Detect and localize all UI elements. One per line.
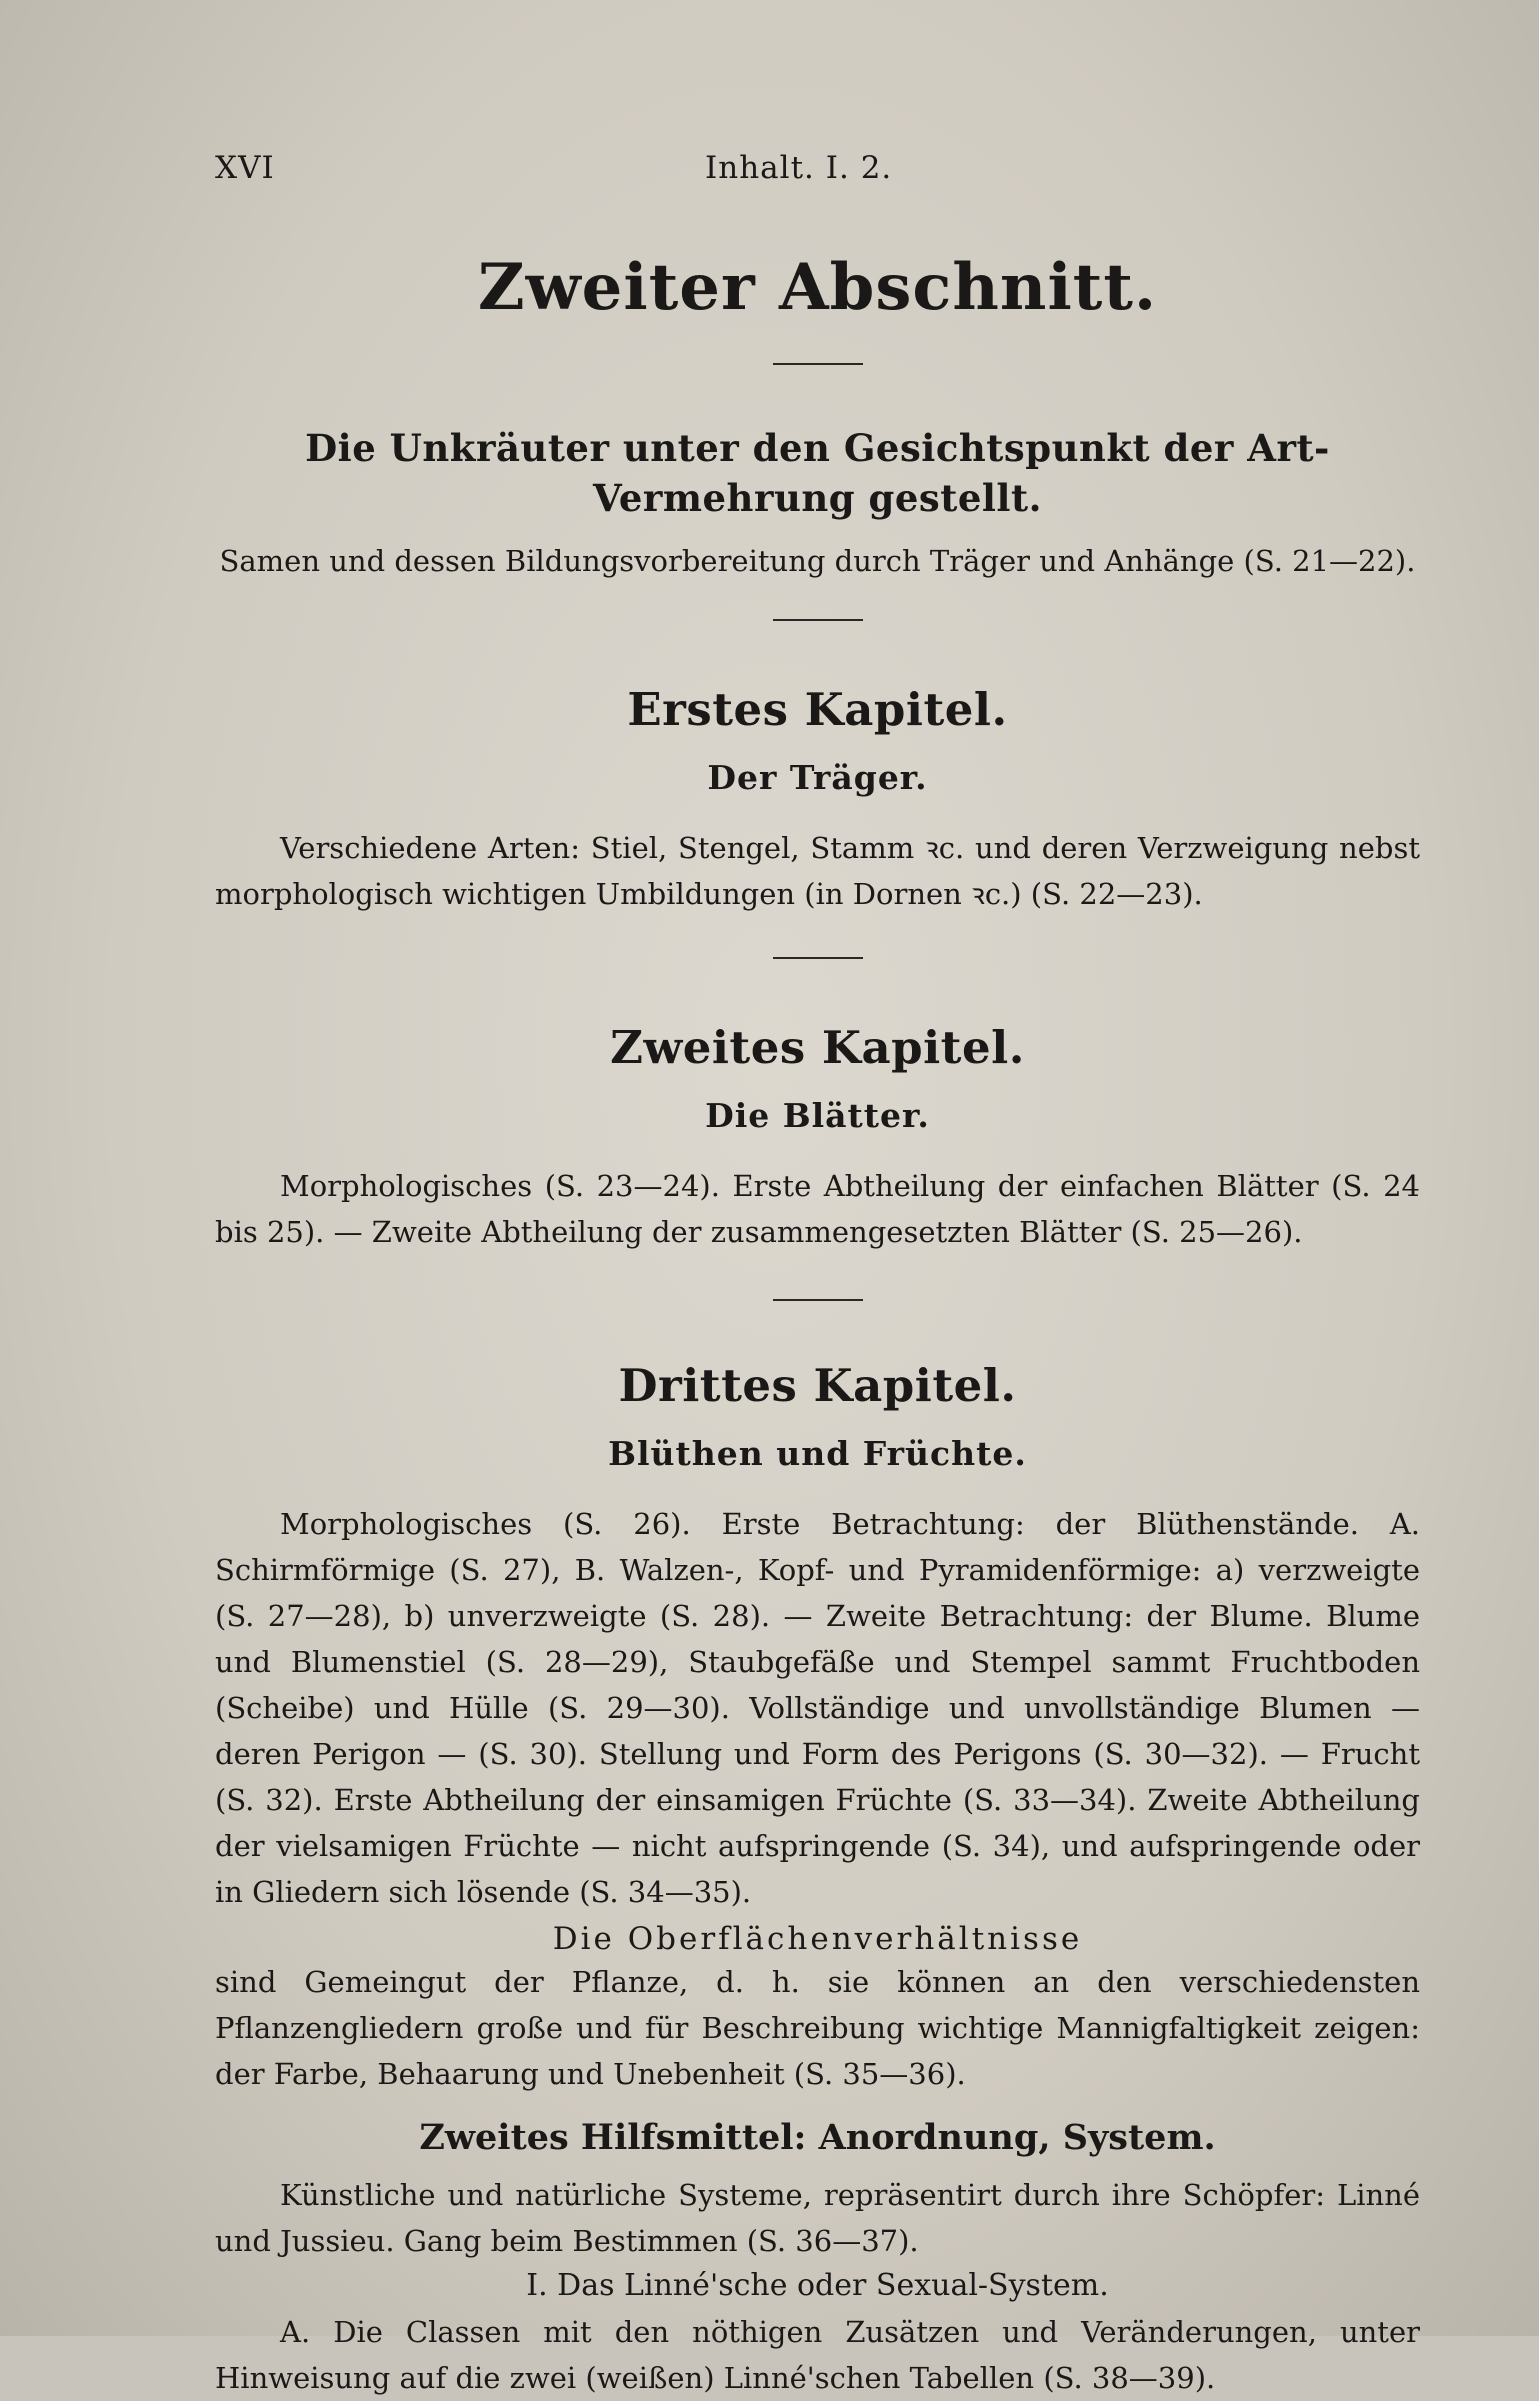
chapter3-title: Drittes Kapitel. (618, 1359, 1017, 1412)
page-number: XVI (215, 150, 275, 186)
section-line: Samen und dessen Bildungsvorbereitung durch Träger und Anhänge (S. 21—22). (219, 544, 1416, 578)
chapter3-subtitle: Blüthen und Früchte. (608, 1434, 1027, 1473)
divider-rule (773, 1299, 863, 1301)
linne-system-heading: I. Das Linné'sche oder Sexual-System. (526, 2268, 1109, 2303)
aid2-text: Künstliche und natürliche Systeme, repräsentirt durch ihre Schöpfer: Linné und Jussieu. Gang beim Bestimmen (S. 36—37). (215, 2178, 1420, 2258)
classes-item: A. Die Classen mit den nöthigen Zusätzen und Veränderungen, unter Hinweisung auf die zwei (weißen) Linné'schen Tabellen (S. 38—39). (215, 2315, 1420, 2395)
divider-rule (773, 619, 863, 621)
chapter1-subtitle: Der Träger. (707, 758, 928, 797)
divider-rule (773, 363, 863, 365)
running-title: Inhalt. I. 2. (705, 150, 893, 186)
chapter3-text: Morphologisches (S. 26). Erste Betrachtung: der Blüthenstände. A. Schirmförmige (S. 27), B. Walzen-, Kopf- und Pyramidenförmige: a) verzweigte (S. 27—28), b) unverzweigte (S. 28). — Zweite Betrachtung: der Blume. Blume und Blumenstiel (S. 28—29), Staubgefäße und Stempel sammt Fruchtboden (Scheibe) und Hülle (S. 29—30). Vollständige und unvollständige Blumen — deren Perigon — (S. 30). Stellung und Form des Perigons (S. 30—32). — Frucht (S. 32). Erste Abtheilung der einsamigen Früchte (S. 33—34). Zweite Abtheilung der vielsamigen Früchte — nicht aufspringende (S. 34), und aufspringende oder in Gliedern sich lösende (S. 34—35). (215, 1507, 1420, 1909)
section-subtitle: Die Unkräuter unter den Gesichtspunkt der Art-Vermehrung gestellt. (305, 426, 1330, 520)
surface-text: sind Gemeingut der Pflanze, d. h. sie können an den verschiedensten Pflanzengliedern große und für Beschreibung wichtige Mannigfaltigkeit zeigen: der Farbe, Behaarung und Unebenheit (S. 35—36). (215, 1965, 1420, 2091)
aid2-title: Zweites Hilfsmittel: Anordnung, System. (419, 2117, 1216, 2158)
divider-rule (773, 957, 863, 959)
chapter2-subtitle: Die Blätter. (705, 1096, 930, 1135)
chapter2-title: Zweites Kapitel. (610, 1021, 1025, 1074)
section-title: Zweiter Abschnitt. (477, 250, 1158, 325)
chapter2-text: Morphologisches (S. 23—24). Erste Abtheilung der einfachen Blätter (S. 24 bis 25). — Zweite Abtheilung der zusammengesetzten Blätter (S. 25—26). (215, 1169, 1420, 1249)
chapter1-title: Erstes Kapitel. (627, 683, 1008, 736)
surface-heading: Die Oberflächenverhältnisse (552, 1921, 1083, 1957)
page-content (215, 250, 1420, 2401)
chapter1-text: Verschiedene Arten: Stiel, Stengel, Stamm ꝛc. und deren Verzweigung nebst morphologisch wichtigen Umbildungen (in Dornen ꝛc.) (S. 22—23). (215, 831, 1420, 911)
